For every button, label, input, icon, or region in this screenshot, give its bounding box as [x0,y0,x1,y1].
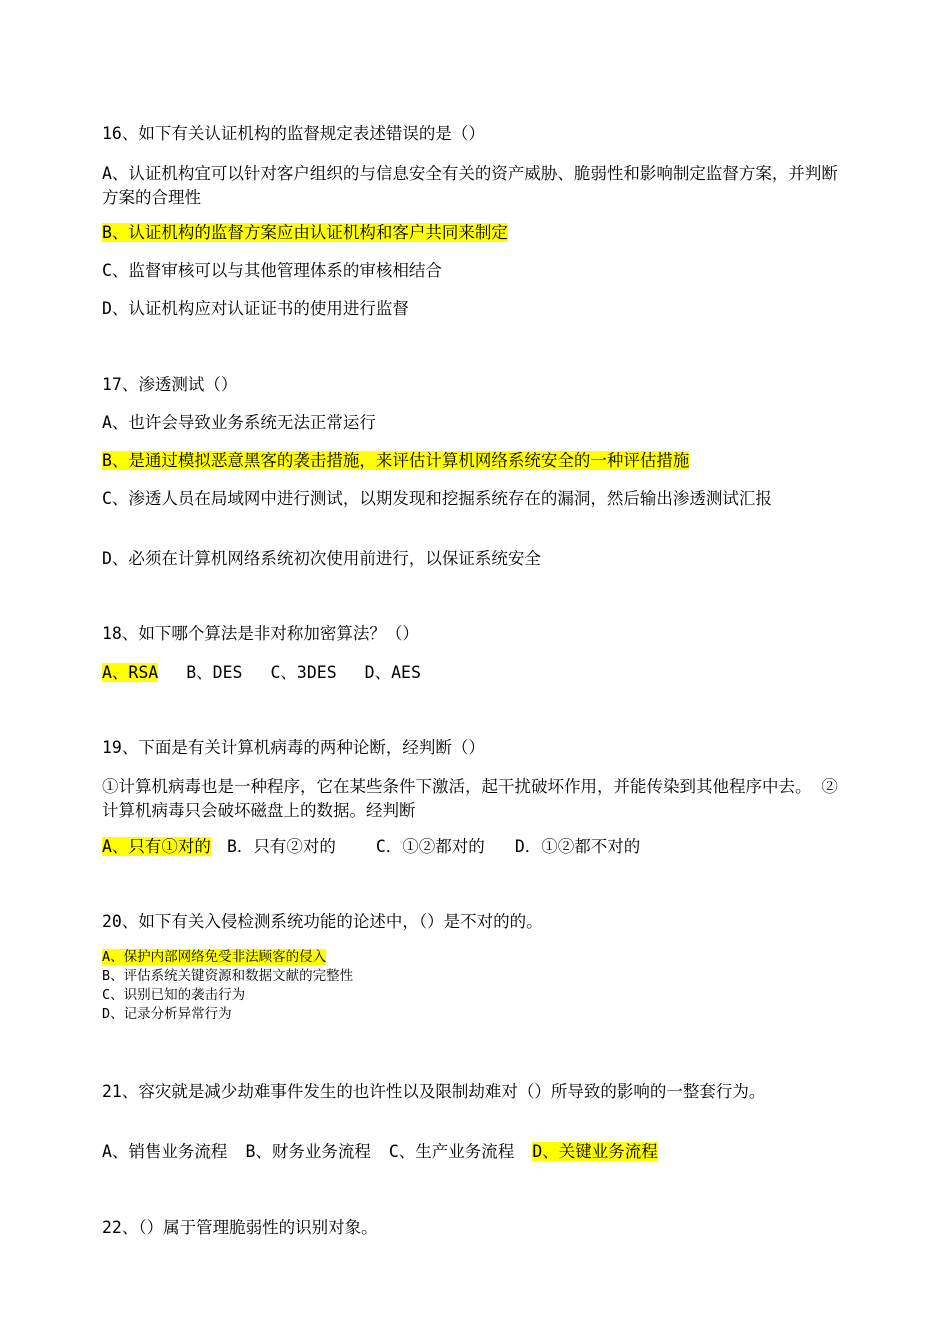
q19-option-d: D．①②都不对的 [514,837,641,856]
q17-option-a: A、也许会导致业务系统无法正常运行 [102,413,376,432]
q21-option-c: C、生产业务流程 [388,1142,515,1161]
q16-option-b [102,221,842,245]
q19-option-c: C．①②都对的 [375,837,485,856]
q20-answer-highlight: A、保护内部网络免受非法顾客的侵入 [102,949,327,965]
q17-option-c: C、渗透人员在局域网中进行测试，以期发现和挖掘系统存在的漏洞，然后输出渗透测试汇报 [102,489,772,508]
q19-option-b: B．只有②对的 [226,837,336,856]
q17-option-b [102,449,842,473]
q18-option-d: D、AES [364,663,421,682]
q20-option-c: C、识别已知的袭击行为 [102,987,246,1003]
question-18: 18、如下哪个算法是非对称加密算法？（） [102,624,419,643]
question-16: 16、如下有关认证机构的监督规定表述错误的是（） [102,124,485,143]
q19-options [102,835,842,859]
q21-option-b: B、财务业务流程 [245,1142,371,1161]
q18-option-a: A、RSA [102,663,159,682]
question-17: 17、渗透测试（） [102,375,238,394]
q21-option-d: D、关键业务流程 [532,1142,658,1161]
q17-option-d: D、必须在计算机网络系统初次使用前进行，以保证系统安全 [102,549,541,568]
question-19: 19、下面是有关计算机病毒的两种论断，经判断（） [102,738,485,757]
q16-option-c: C、监督审核可以与其他管理体系的审核相结合 [102,261,442,280]
q18-option-c: C、3DES [270,663,337,682]
q20-option-b: B、评估系统关键资源和数据文献的完整性 [102,968,354,984]
q20-option-d: D、记录分析异常行为 [102,1006,232,1022]
q21-options [102,1140,842,1164]
q16-option-a: A、认证机构宜可以针对客户组织的与信息安全有关的资产威胁、脆弱性和影响制定监督方案，并判断方案的合理性 [102,164,838,207]
q17-answer-highlight: B、是通过模拟恶意黑客的袭击措施，来评估计算机网络系统安全的一种评估措施 [102,451,690,470]
question-20: 20、如下有关入侵检测系统功能的论述中，（）是不对的的。 [102,912,543,931]
q18-option-b: B、DES [186,663,243,682]
q18-options [102,661,842,685]
q19-option-a: A、只有①对的 [102,837,211,856]
q20-option-a [102,948,326,967]
q16-option-d: D、认证机构应对认证证书的使用进行监督 [102,299,409,318]
question-21: 21、容灾就是减少劫难事件发生的也许性以及限制劫难对（）所导致的影响的一整套行为。 [102,1082,766,1101]
question-22: 22、（）属于管理脆弱性的识别对象。 [102,1218,378,1237]
q16-answer-highlight: B、认证机构的监督方案应由认证机构和客户共同来制定 [102,223,508,242]
q21-option-a: A、销售业务流程 [102,1142,228,1161]
q19-statement: ①计算机病毒也是一种程序，它在某些条件下激活，起干扰破坏作用，并能传染到其他程序中去。 ②计算机病毒只会破坏磁盘上的数据。经判断 [102,777,838,820]
